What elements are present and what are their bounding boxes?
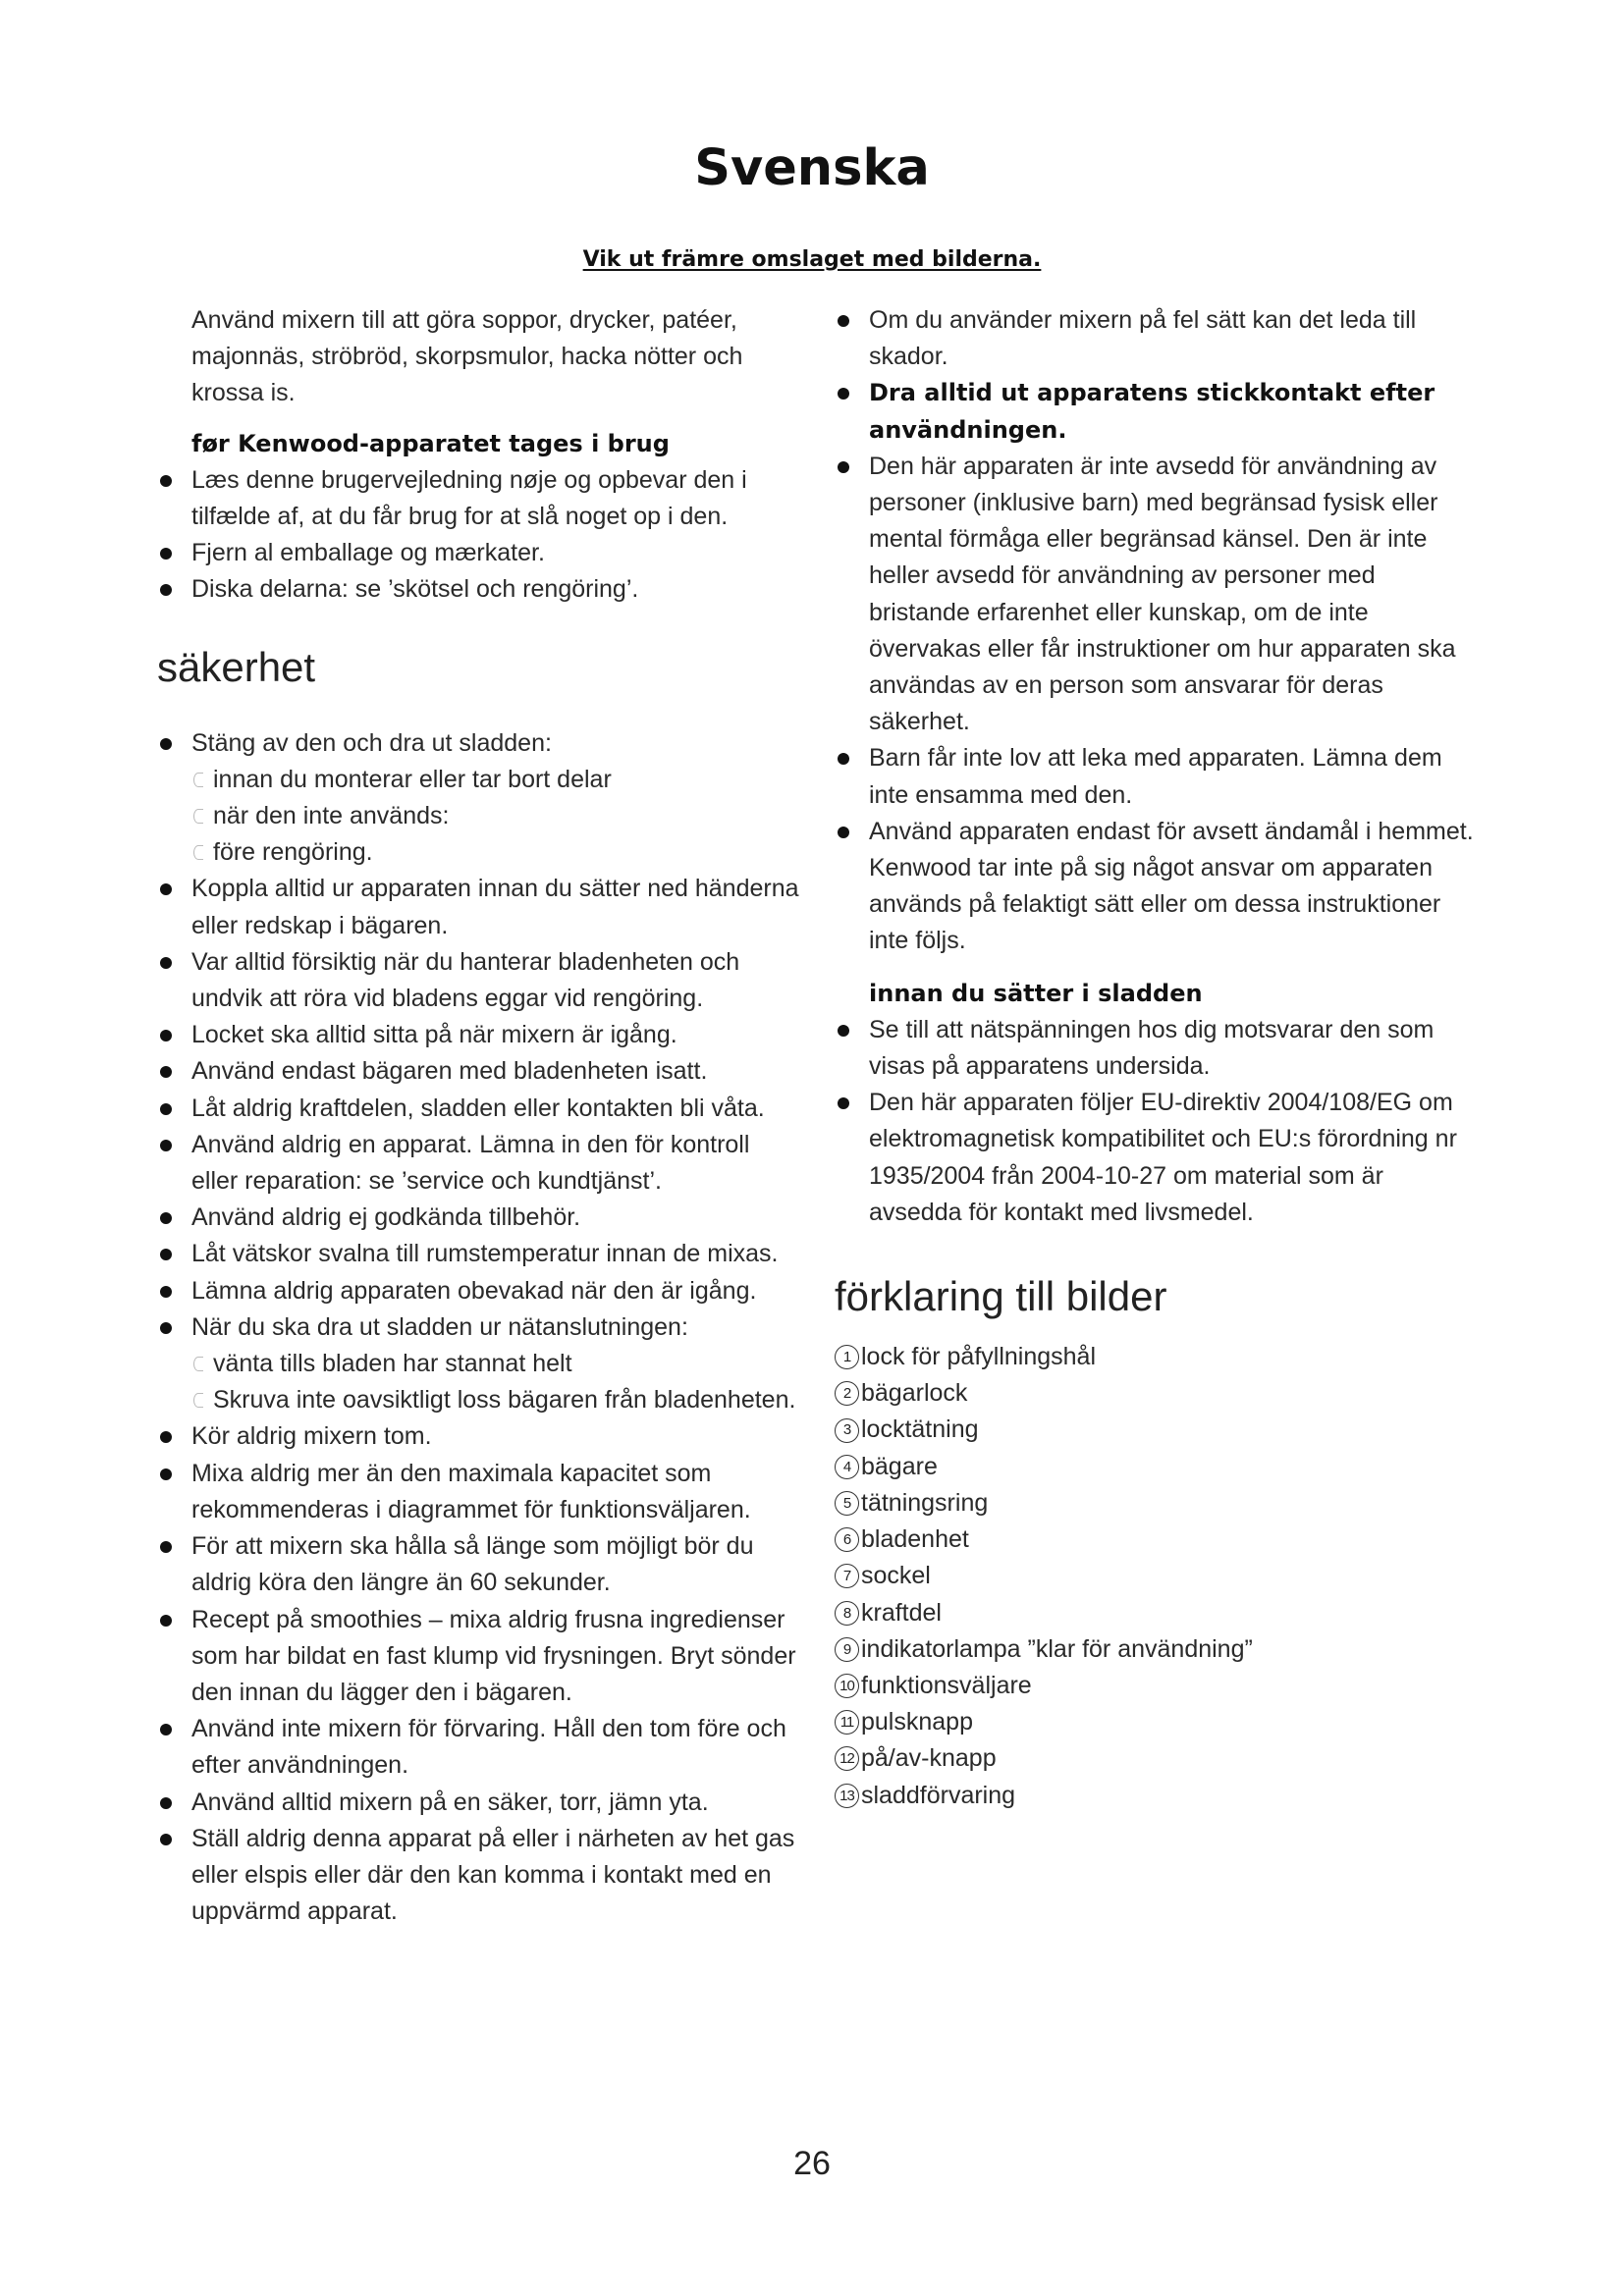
- list-item: Använd apparaten endast för avsett ändamål i hemmet. Kenwood tar inte på sig något ansvar om apparaten används på felaktigt sätt eller om dessa instruktioner inte följs.: [835, 814, 1483, 960]
- key-item: [835, 1449, 1483, 1485]
- sub-list: [191, 1346, 800, 1418]
- key-item: [835, 1558, 1483, 1594]
- key-label: locktätning: [861, 1415, 979, 1444]
- key-item: [835, 1668, 1483, 1704]
- key-label: bägarlock: [861, 1379, 968, 1408]
- list-item: Om du använder mixern på fel sätt kan det leda till skador.: [835, 302, 1483, 375]
- list-item: Se till att nätspänningen hos dig motsvarar den som visas på apparatens undersida.: [835, 1012, 1483, 1085]
- number-badge: 12: [835, 1746, 859, 1771]
- list-item: Diska delarna: se ’skötsel och rengöring’.: [157, 571, 800, 608]
- list-item: Låt aldrig kraftdelen, sladden eller kontakten bli våta.: [157, 1091, 800, 1127]
- plug-heading: innan du sätter i sladden: [869, 979, 1203, 1007]
- safety-list: [157, 725, 800, 1931]
- subtitle-text: Vik ut främre omslaget med bilderna.: [582, 247, 1042, 272]
- sub-list-item: vänta tills bladen har stannat helt: [191, 1346, 800, 1382]
- list-item: Koppla alltid ur apparaten innan du sätter ned händerna eller redskap i bägaren.: [157, 871, 800, 943]
- list-item: Fjern al emballage og mærkater.: [157, 535, 800, 571]
- left-column: [157, 302, 800, 1930]
- key-item: [835, 1375, 1483, 1412]
- number-badge: 9: [835, 1637, 859, 1662]
- key-label: bägare: [861, 1452, 938, 1480]
- key-label: funktionsväljare: [861, 1671, 1032, 1699]
- number-badge: 7: [835, 1564, 859, 1588]
- key-label: på/av-knapp: [861, 1744, 997, 1773]
- plug-list: [835, 1012, 1483, 1231]
- list-item: Låt vätskor svalna till rumstemperatur innan de mixas.: [157, 1236, 800, 1272]
- prep-heading: før Kenwood-apparatet tages i brug: [191, 429, 670, 457]
- key-list: [835, 1339, 1483, 1814]
- list-item: Recept på smoothies – mixa aldrig frusna ingredienser som har bildat en fast klump vid frysningen. Bryt sönder den innan du lägger den i bägaren.: [157, 1602, 800, 1712]
- sub-list: [191, 762, 800, 872]
- list-item: Ställ aldrig denna apparat på eller i närheten av het gas eller elspis eller där den kan komma i kontakt med en uppvärmd apparat.: [157, 1821, 800, 1931]
- number-badge: 5: [835, 1491, 859, 1516]
- key-item: [835, 1595, 1483, 1631]
- key-item: [835, 1778, 1483, 1814]
- list-item: Læs denne brugervejledning nøje og opbevar den i tilfælde af, at du får brug for at slå noget op i den.: [157, 462, 800, 535]
- list-item: Använd endast bägaren med bladenheten isatt.: [157, 1053, 800, 1090]
- safety-heading: säkerhet: [157, 643, 316, 690]
- list-item: Barn får inte lov att leka med apparaten. Lämna dem inte ensamma med den.: [835, 740, 1483, 813]
- number-badge: 3: [835, 1418, 859, 1443]
- sub-list-item: innan du monterar eller tar bort delar: [191, 762, 800, 798]
- number-badge: 2: [835, 1381, 859, 1406]
- number-badge: 6: [835, 1527, 859, 1552]
- sub-list-item: när den inte används:: [191, 798, 800, 834]
- list-item: [157, 725, 800, 872]
- key-item: [835, 1704, 1483, 1740]
- list-item: Den här apparaten är inte avsedd för användning av personer (inklusive barn) med begränsad fysisk eller mental förmåga eller begränsad känsel. Den är inte heller avsedd för användning av personer med bristande erfarenhet eller kunskap, om de inte övervakas eller får instruktioner om hur apparaten ska användas av en person som ansvarar för deras säkerhet.: [835, 449, 1483, 741]
- page-number: 26: [793, 2145, 831, 2182]
- key-item: [835, 1740, 1483, 1777]
- list-item: För att mixern ska hålla så länge som möjligt bör du aldrig köra den längre än 60 sekunder.: [157, 1528, 800, 1601]
- key-item: [835, 1412, 1483, 1448]
- list-item: Den här apparaten följer EU-direktiv 2004/108/EG om elektromagnetisk kompatibilitet och EU:s förordning nr 1935/2004 från 2004-10-27 om material som är avsedda för kontakt med livsmedel.: [835, 1085, 1483, 1231]
- key-label: sladdförvaring: [861, 1781, 1016, 1809]
- safety-list-continued: [835, 302, 1483, 960]
- sub-list-item: Skruva inte oavsiktligt loss bägaren från bladenheten.: [191, 1382, 800, 1418]
- key-label: pulsknapp: [861, 1708, 973, 1736]
- list-item-text: När du ska dra ut sladden ur nätanslutningen:: [191, 1312, 688, 1341]
- intro-paragraph: Använd mixern till att göra soppor, drycker, patéer, majonnäs, ströbröd, skorpsmulor, hacka nötter och krossa is.: [191, 306, 743, 407]
- key-item: [835, 1631, 1483, 1668]
- number-badge: 8: [835, 1601, 859, 1626]
- right-column: [835, 302, 1483, 1814]
- list-item-text: Stäng av den och dra ut sladden:: [191, 728, 552, 757]
- number-badge: 11: [835, 1710, 859, 1735]
- number-badge: 1: [835, 1345, 859, 1369]
- key-item: [835, 1339, 1483, 1375]
- key-label: indikatorlampa ”klar för användning”: [861, 1634, 1253, 1663]
- list-item-bold: Dra alltid ut apparatens stickkontakt efter användningen.: [835, 375, 1483, 448]
- number-badge: 13: [835, 1784, 859, 1808]
- sub-list-item: före rengöring.: [191, 834, 800, 871]
- key-label: tätningsring: [861, 1488, 989, 1517]
- page-subtitle: [0, 247, 1624, 272]
- list-item: Mixa aldrig mer än den maximala kapacitet som rekommenderas i diagrammet för funktionsväljaren.: [157, 1456, 800, 1528]
- prep-list: [157, 462, 800, 609]
- list-item: Använd aldrig ej godkända tillbehör.: [157, 1200, 800, 1236]
- list-item: Lämna aldrig apparaten obevakad när den är igång.: [157, 1273, 800, 1309]
- list-item: Var alltid försiktig när du hanterar bladenheten och undvik att röra vid bladens eggar vid rengöring.: [157, 944, 800, 1017]
- key-label: kraftdel: [861, 1598, 942, 1627]
- number-badge: 10: [835, 1674, 859, 1698]
- key-item: [835, 1522, 1483, 1558]
- key-heading: förklaring till bilder: [835, 1273, 1167, 1320]
- key-label: lock för påfyllningshål: [861, 1343, 1097, 1371]
- number-badge: 4: [835, 1455, 859, 1479]
- key-label: sockel: [861, 1562, 931, 1590]
- list-item: Använd alltid mixern på en säker, torr, jämn yta.: [157, 1785, 800, 1821]
- list-item: Använd aldrig en apparat. Lämna in den för kontroll eller reparation: se ’service och kundtjänst’.: [157, 1127, 800, 1200]
- page-title: Svenska: [694, 139, 930, 197]
- list-item: Locket ska alltid sitta på när mixern är igång.: [157, 1017, 800, 1053]
- list-item: Kör aldrig mixern tom.: [157, 1418, 800, 1455]
- list-item: Använd inte mixern för förvaring. Håll den tom före och efter användningen.: [157, 1711, 800, 1784]
- list-item: [157, 1309, 800, 1419]
- key-item: [835, 1485, 1483, 1522]
- key-label: bladenhet: [861, 1525, 969, 1554]
